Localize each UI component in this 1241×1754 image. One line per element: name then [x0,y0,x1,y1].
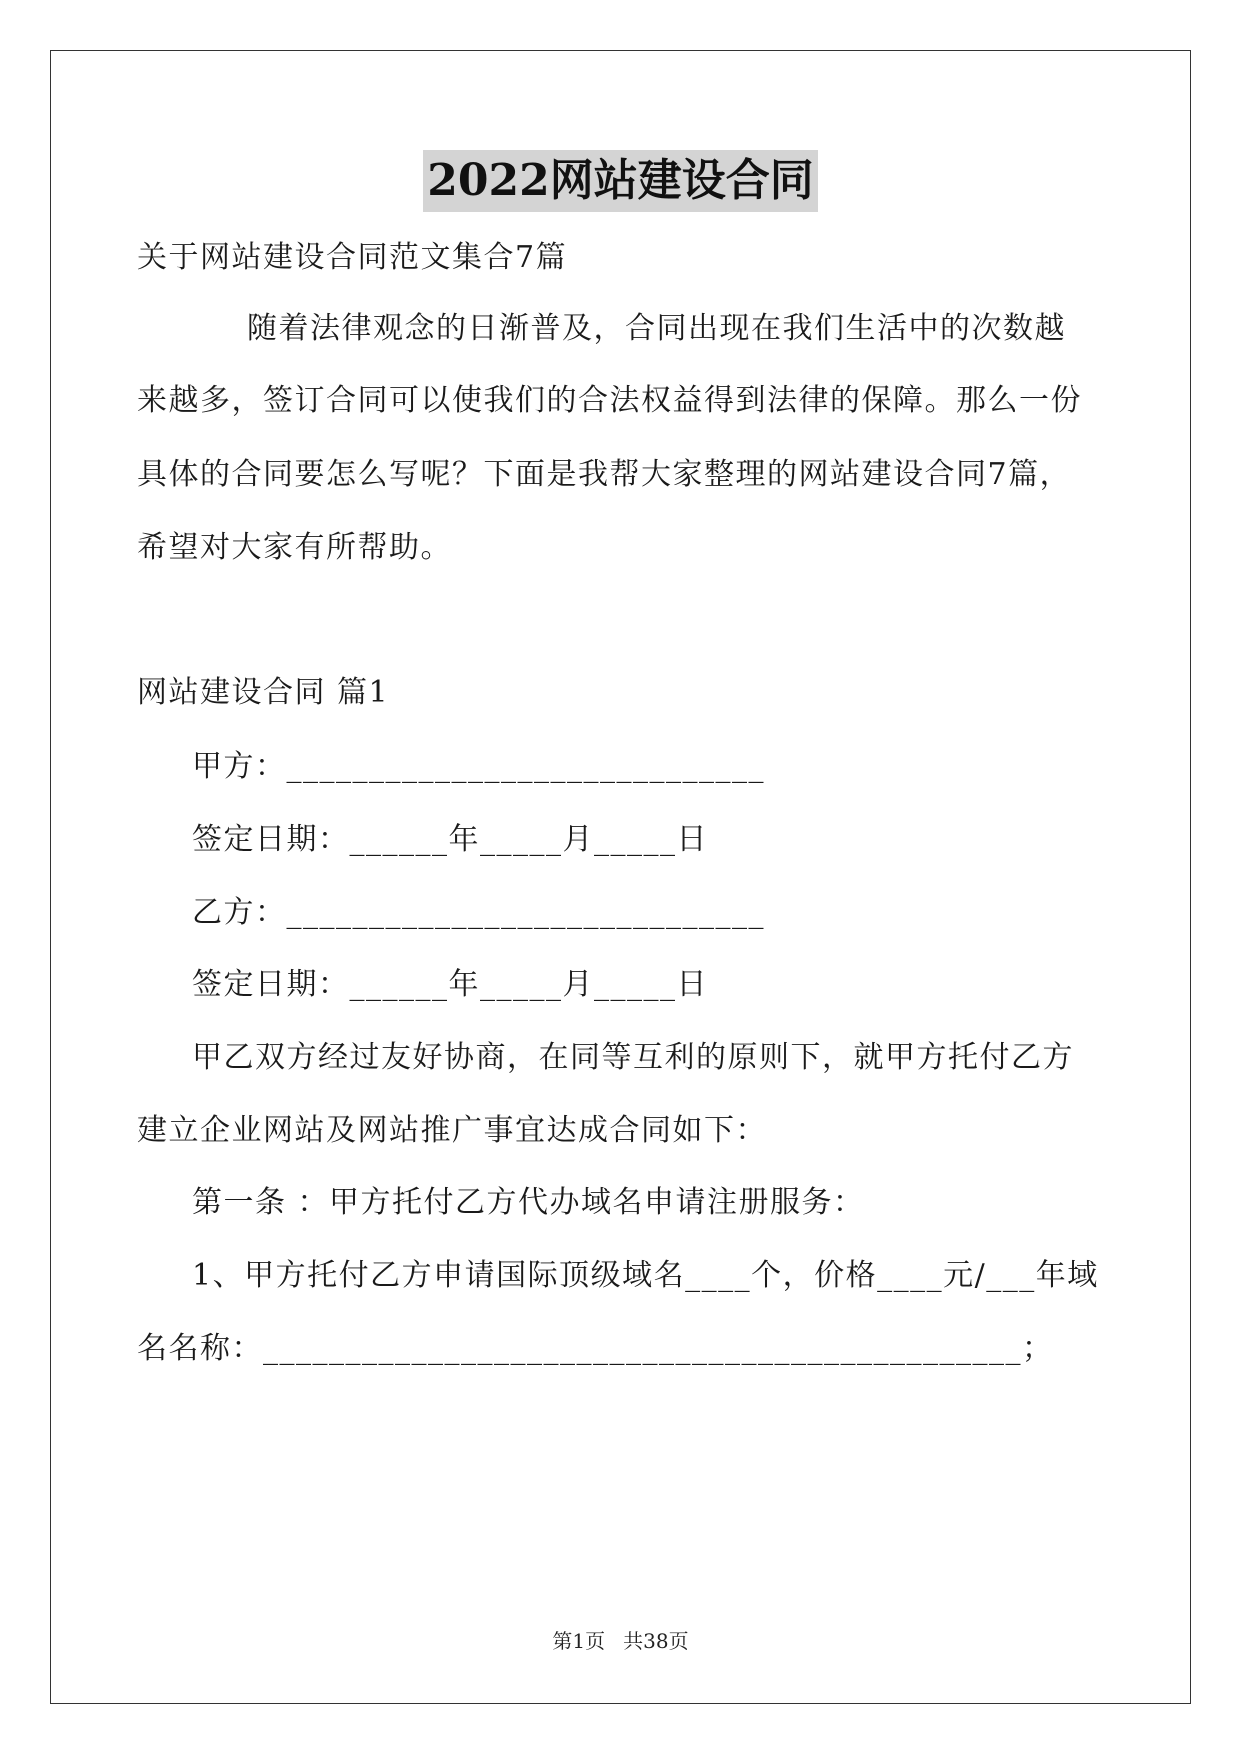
party-a-line: 甲方：_____________________________ [192,749,765,784]
intro-paragraph-line: 随着法律观念的日渐普及，合同出现在我们生活中的次数越 [247,311,1066,346]
clause-1-line: 1、甲方托付乙方申请国际顶级域名____个，价格____元/___年域 [192,1258,1099,1293]
page-number: 第1页 [552,1629,606,1653]
article-1-heading: 第一条 ：甲方托付乙方代办域名申请注册服务： [192,1185,865,1220]
section-heading: 网站建设合同 篇1 [137,675,390,710]
page-border [50,50,1191,1704]
party-b-line: 乙方：_____________________________ [192,895,765,930]
document-title: 2022网站建设合同 [423,150,817,212]
title-container [0,150,1241,212]
page-footer [0,1628,1241,1654]
sign-date-b-line: 签定日期：______年_____月_____日 [192,967,708,1002]
sign-date-a-line: 签定日期：______年_____月_____日 [192,822,708,857]
intro-paragraph-line: 具体的合同要怎么写呢？下面是我帮大家整理的网站建设合同7篇， [137,457,1072,492]
clause-1-line: 名名称：______________________________________________； [137,1331,1054,1366]
agreement-paragraph-line: 甲乙双方经过友好协商，在同等互利的原则下，就甲方托付乙方 [192,1040,1074,1075]
agreement-paragraph-line: 建立企业网站及网站推广事宜达成合同如下： [137,1113,767,1148]
intro-paragraph-line: 希望对大家有所帮助。 [137,530,452,565]
document-subtitle: 关于网站建设合同范文集合7篇 [137,240,568,275]
intro-paragraph-line: 来越多，签订合同可以使我们的合法权益得到法律的保障。那么一份 [137,383,1082,418]
page-total: 共38页 [623,1629,689,1653]
